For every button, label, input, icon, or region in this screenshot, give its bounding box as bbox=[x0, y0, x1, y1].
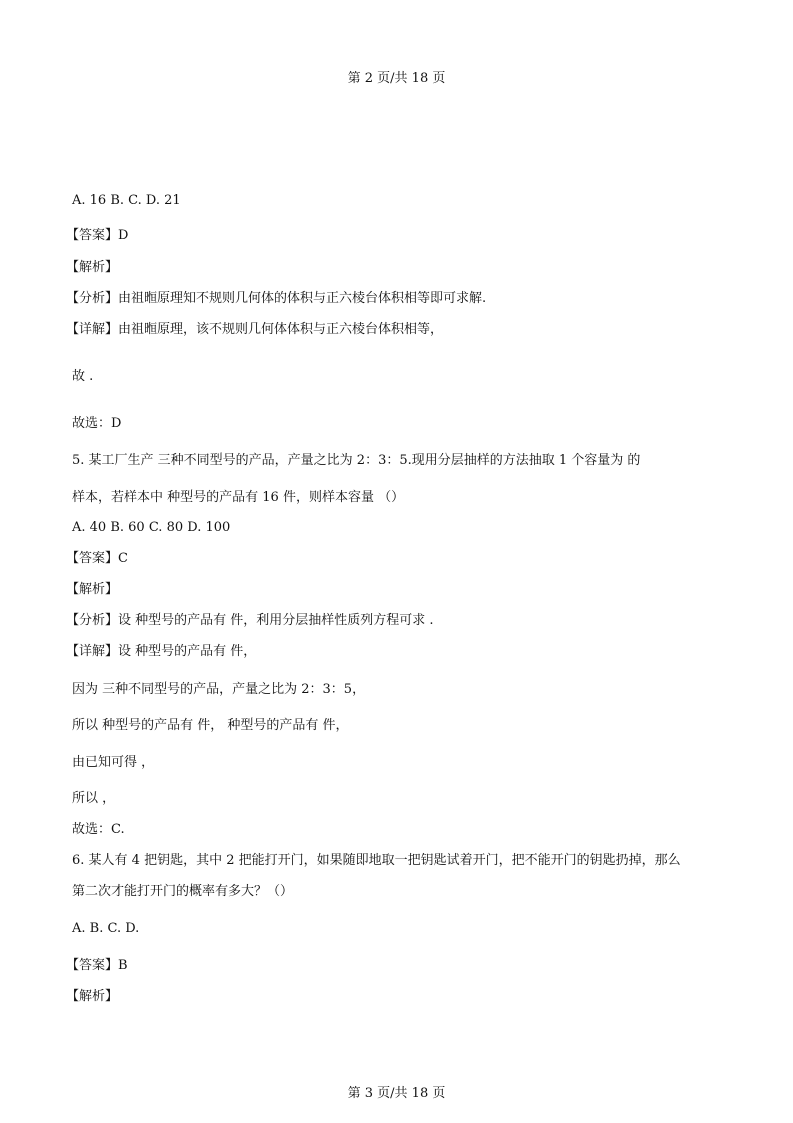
page-footer-number: 第 3 页/共 18 页 bbox=[347, 1086, 446, 1101]
answer-line-q6: 【答案】B bbox=[66, 958, 128, 973]
solution-text-line: 故 . bbox=[72, 369, 94, 384]
detail-line-q5: 【详解】设 种型号的产品有 件， bbox=[66, 644, 257, 659]
analysis-line-q4: 【分析】由祖暅原理知不规则几何体的体积与正六棱台体积相等即可求解. bbox=[66, 291, 487, 306]
question-6-line-1: 6. 某人有 4 把钥匙，其中 2 把能打开门，如果随即地取一把钥匙试着开门，把不能开门的钥匙扔掉，那么 bbox=[72, 853, 681, 868]
solution-heading-q6: 【解析】 bbox=[66, 989, 119, 1004]
solution-heading-q4: 【解析】 bbox=[66, 260, 119, 275]
detail-line-q4: 【详解】由祖暅原理，该不规则几何体体积与正六棱台体积相等， bbox=[66, 322, 444, 337]
solution-heading-q5: 【解析】 bbox=[66, 582, 119, 597]
question-5-line-2: 样本，若样本中 种型号的产品有 16 件，则样本容量 （） bbox=[72, 490, 405, 505]
solution-text-line: 由已知可得 ， bbox=[72, 755, 155, 770]
question-6-line-2: 第二次才能打开门的概率有多大？（） bbox=[72, 884, 294, 899]
choice-line-q6: A. B. C. D. bbox=[72, 921, 140, 936]
answer-line-q4: 【答案】D bbox=[66, 228, 129, 243]
solution-text-line: 所以 ， bbox=[72, 791, 116, 806]
final-choice-q4: 故选：D bbox=[72, 416, 122, 431]
solution-text-line: 所以 种型号的产品有 件， 种型号的产品有 件， bbox=[72, 718, 349, 733]
solution-text-line: 因为 三种不同型号的产品，产量之比为 2：3：5， bbox=[72, 682, 366, 697]
answer-line-q5: 【答案】C bbox=[66, 551, 128, 566]
final-choice-q5: 故选：C. bbox=[72, 822, 125, 837]
choice-line-q5: A. 40 B. 60 C. 80 D. 100 bbox=[72, 520, 231, 535]
question-5-line-1: 5. 某工厂生产 三种不同型号的产品，产量之比为 2：3：5.现用分层抽样的方法抽取 1 个容量为 的 bbox=[72, 453, 641, 468]
page-header-number: 第 2 页/共 18 页 bbox=[347, 71, 446, 86]
analysis-line-q5: 【分析】设 种型号的产品有 件，利用分层抽样性质列方程可求 . bbox=[66, 613, 434, 628]
choice-line-q4: A. 16 B. C. D. 21 bbox=[72, 193, 181, 208]
